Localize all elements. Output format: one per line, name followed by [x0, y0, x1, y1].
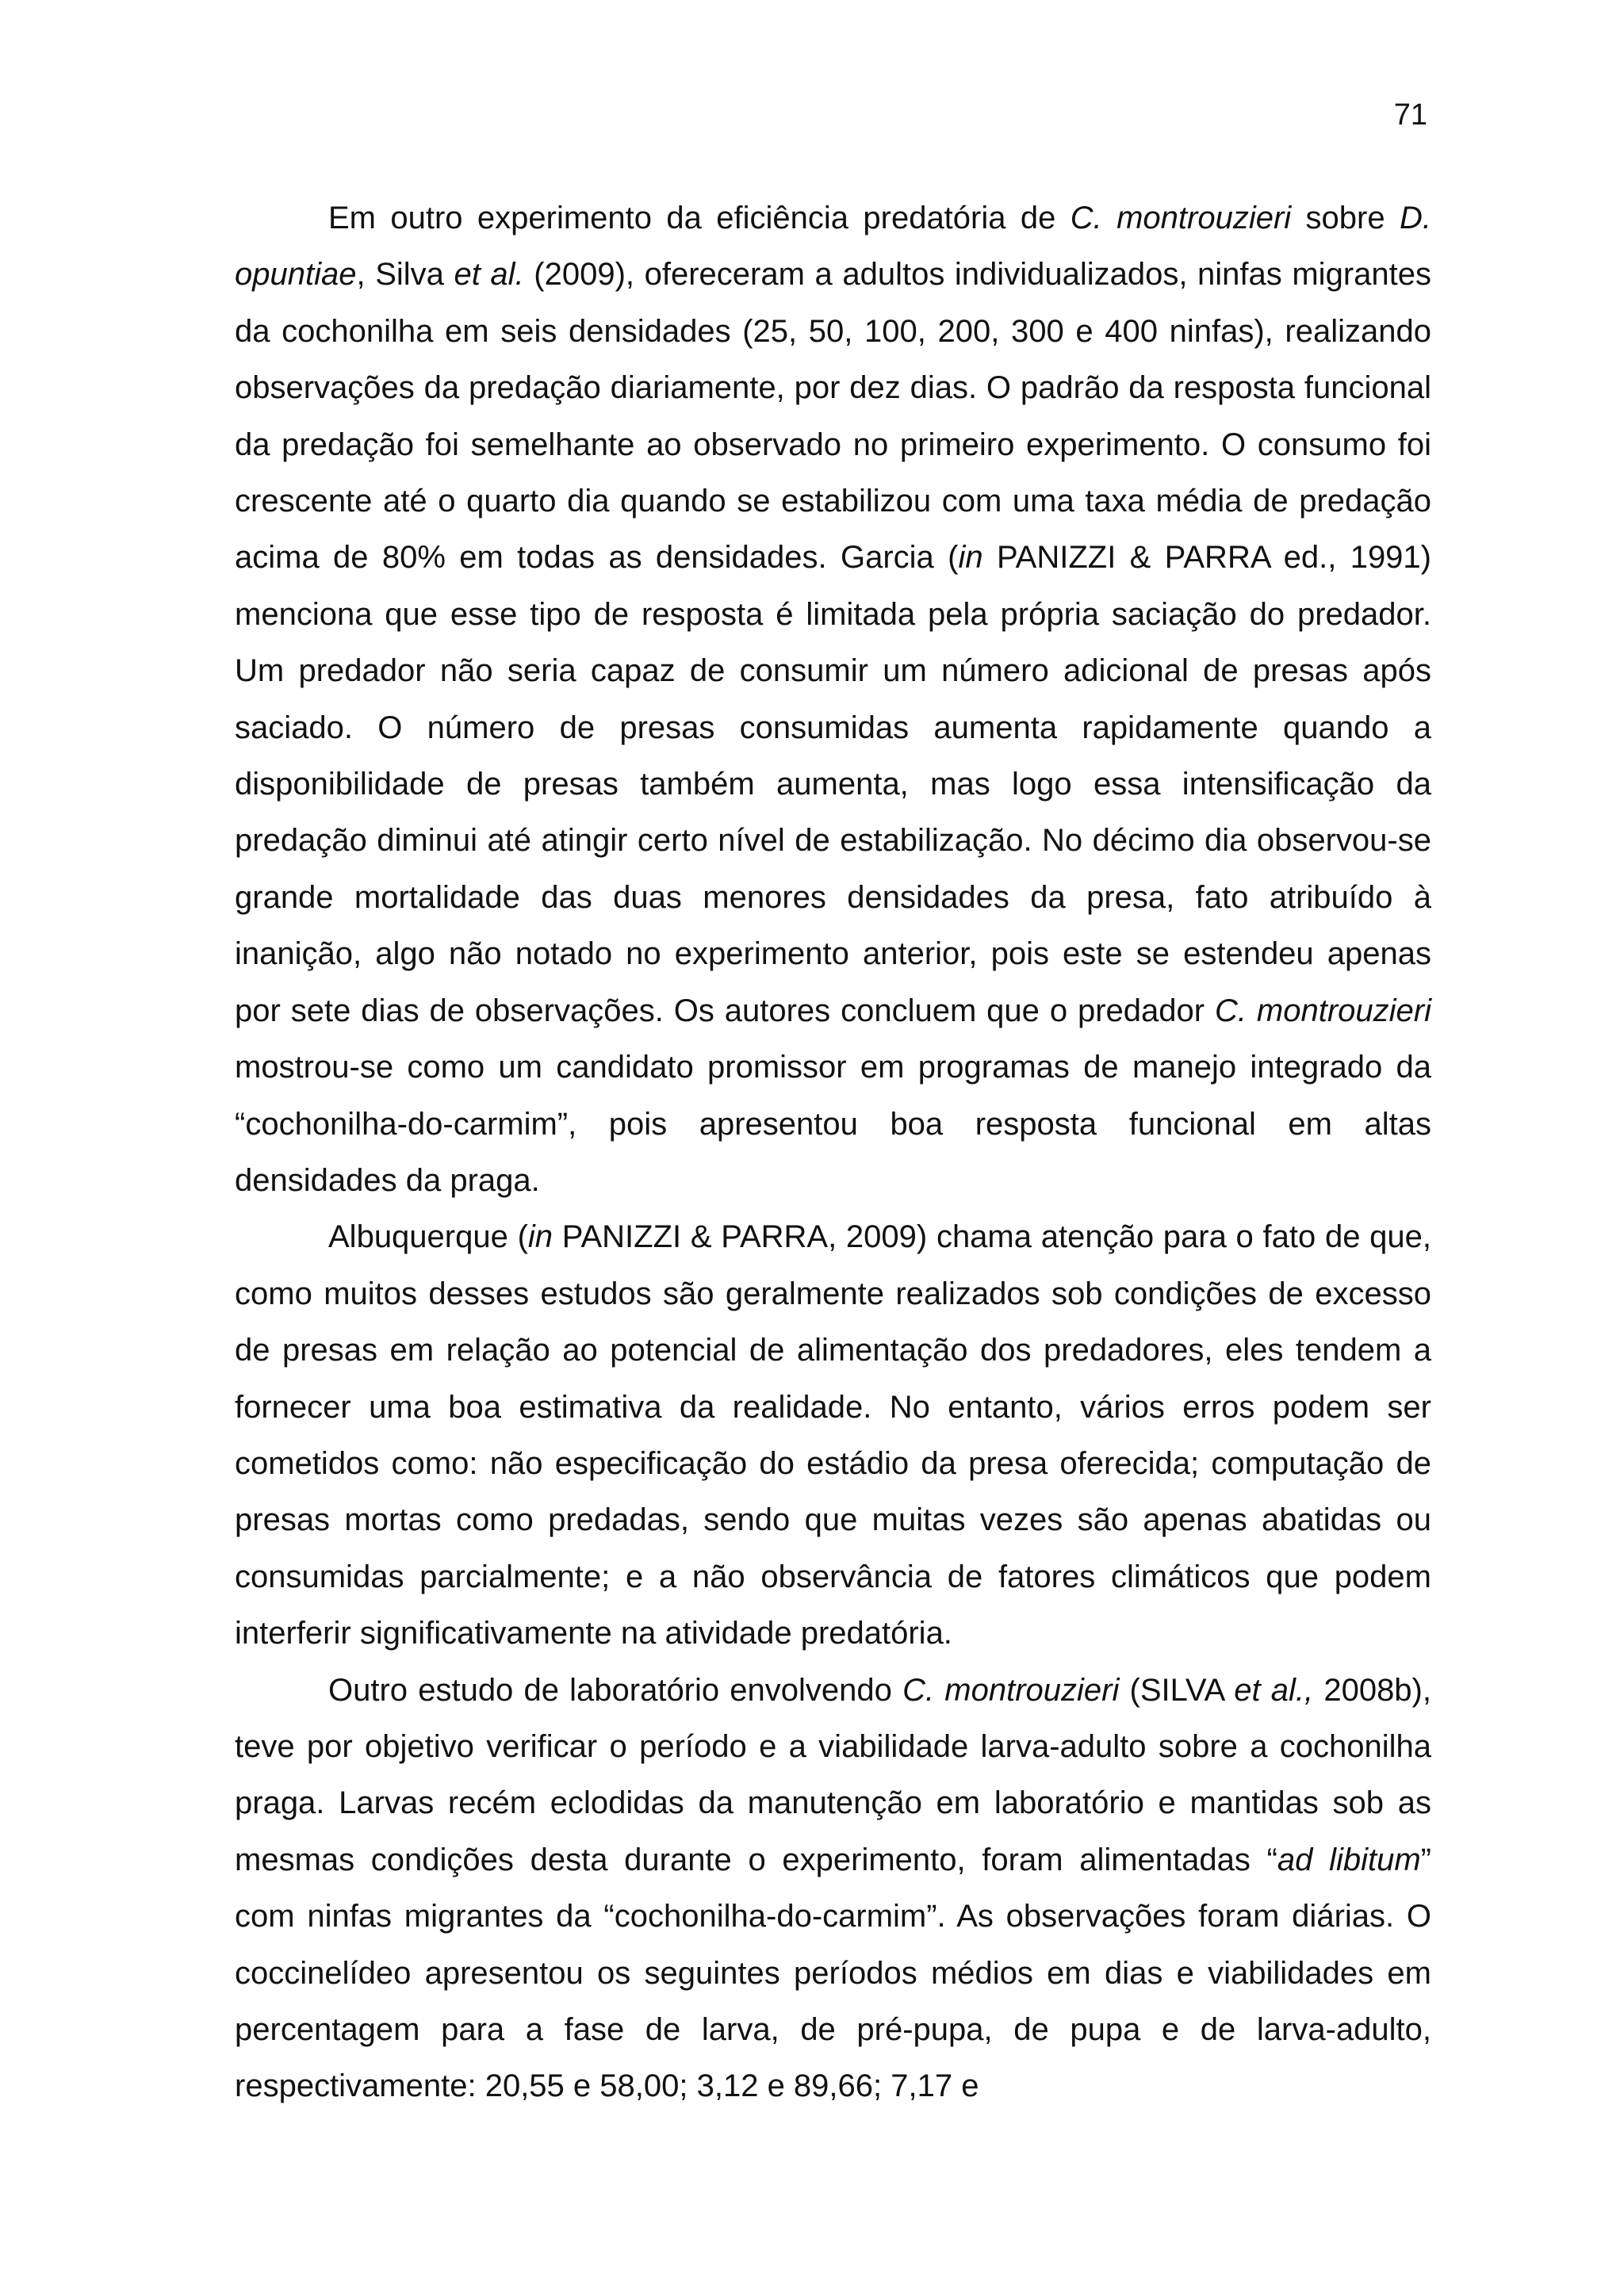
- italic-text-run: C. montrouzieri: [1215, 993, 1431, 1028]
- italic-text-run: C. montrouzieri: [1070, 201, 1292, 235]
- paragraph: [235, 1209, 1431, 1662]
- italic-text-run: in: [527, 1219, 553, 1255]
- text-run: (2009), ofereceram a adultos individualizados, ninfas migrantes da cochonilha em seis densidades (25, 50, 100, 200, 300 e 400 ninfas), realizando observações da predação diariamente, por dez dias. O padrão da resposta funcional da predação foi semelhante ao observado no primeiro experimento. O consumo foi crescente até o quarto dia quando se estabilizou com uma taxa média de predação acima de 80% em todas as densidades. Garcia (: [235, 257, 1431, 576]
- italic-text-run: et al.: [454, 257, 524, 293]
- italic-text-run: ad libitum: [1277, 1842, 1421, 1877]
- text-run: PANIZZI & PARRA, 2009) chama atenção para o fato de que, como muitos desses estudos são geralmente realizados sob condições de excesso de presas em relação ao potencial de alimentação dos predadores, eles tendem a fornecer uma boa estimativa da realidade. No entanto, vários erros podem ser cometidos como: não especificação do estádio da presa oferecida; computação de presas mortas como predadas, sendo que muitas vezes são apenas abatidas ou consumidas parcialmente; e a não observância de fatores climáticos que podem interferir significativamente na atividade predatória.: [235, 1219, 1432, 1651]
- italic-text-run: D. opuntiae: [235, 201, 1431, 293]
- paragraph: [235, 190, 1431, 1209]
- italic-text-run: in: [958, 540, 983, 576]
- text-run: sobre: [1291, 201, 1400, 235]
- text-run: Em outro experimento da eficiência predatória de: [328, 201, 1071, 235]
- text-run: (SILVA: [1119, 1672, 1235, 1708]
- text-run: , Silva: [356, 257, 454, 293]
- italic-text-run: C. montrouzieri: [902, 1672, 1120, 1708]
- text-run: PANIZZI & PARRA ed., 1991) menciona que esse tipo de resposta é limitada pela própria saciação do predador. Um predador não seria capaz de consumir um número adicional de presas após saciado. O número de presas consumidas aumenta rapidamente quando a disponibilidade de presas também aumenta, mas logo essa intensificação da predação diminui até atingir certo nível de estabilização. No décimo dia observou-se grande mortalidade das duas menores densidades da presa, fato atribuído à inanição, algo não notado no experimento anterior, pois este se estendeu apenas por sete dias de observações. Os autores concluem que o predador: [235, 540, 1431, 1028]
- text-run: Outro estudo de laboratório envolvendo: [328, 1672, 903, 1708]
- paragraph: [235, 1663, 1431, 2115]
- text-run: ” com ninfas migrantes da “cochonilha-do-carmim”. As observações foram diárias. O coccinelídeo apresentou os seguintes períodos médios em dias e viabilidades em percentagem para a fase de larva, de pré-pupa, de pupa e de larva-adulto, respectivamente: 20,55 e 58,00; 3,12 e 89,66; 7,17 e: [235, 1842, 1431, 2104]
- text-run: mostrou-se como um candidato promissor em programas de manejo integrado da “cochonilha-do-carmim”, pois apresentou boa resposta funcional em altas densidades da praga.: [235, 1050, 1431, 1198]
- body-text: [235, 190, 1431, 2115]
- text-run: 2008b), teve por objetivo verificar o período e a viabilidade larva-adulto sobre a cochonilha praga. Larvas recém eclodidas da manutenção em laboratório e mantidas sob as mesmas condições desta durante o experimento, foram alimentadas “: [235, 1672, 1431, 1877]
- page-number: 71: [1393, 98, 1427, 132]
- text-run: Albuquerque (: [328, 1219, 528, 1255]
- italic-text-run: et al.,: [1234, 1672, 1314, 1708]
